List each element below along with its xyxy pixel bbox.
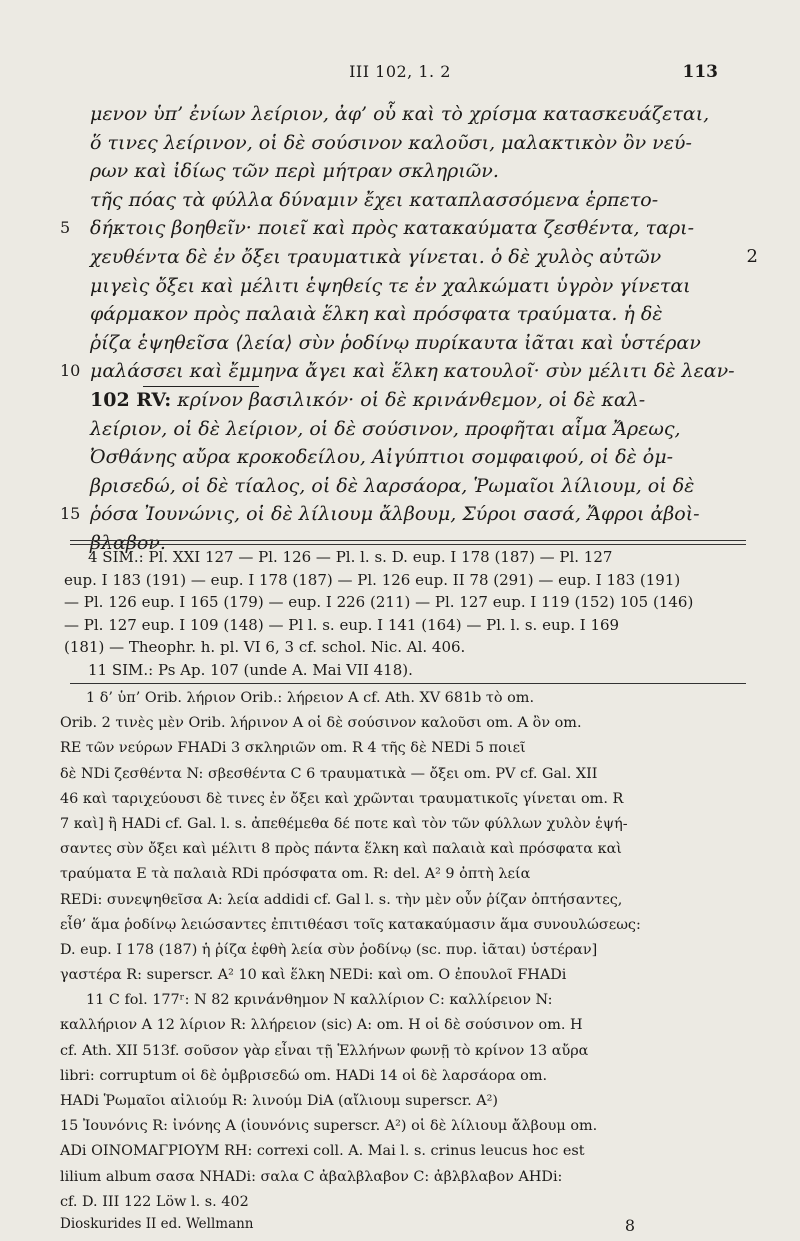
rule-top [70, 540, 746, 541]
apparatus-line: D. eup. I 178 (187) ἡ ῥίζα ἑφθὴ λεία σὺν ῥοδίνῳ (sc. πυρ. ἰᾶται) ὑστέραν] [60, 941, 598, 958]
text-line: μενον ὑπ’ ἐνίων λείριον, ἀφ’ οὗ καὶ τὸ χρίσμα κατασκευάζεται, [90, 103, 710, 125]
section-label: 102 RV: [90, 388, 172, 411]
apparatus-line: εἶθ’ ἅμα ῥοδίνῳ λειώσαντες ἐπιτιθέασι τοῖς κατακαύμασιν ἅμα συνουλώσεως: [60, 916, 641, 933]
apparatus-line: RE τῶν νεύρων FHADi 3 σκληριῶν om. R 4 τῆς δὲ NEDi 5 ποιεῖ [60, 740, 526, 757]
rule-bottom [70, 544, 746, 545]
apparatus-line: cf. D. III 122 Löw l. s. 402 [60, 1193, 249, 1210]
apparatus-line: 4 SIM.: Pl. XXI 127 — Pl. 126 — Pl. l. s. D. eup. I 178 (187) — Pl. 127 [88, 548, 613, 566]
apparatus-line: 7 καὶ] ἢ HADi cf. Gal. l. s. ἀπεθέμεθα δέ ποτε καὶ τὸν τῶν φύλλων χυλὸν ἑψή- [60, 815, 628, 832]
page-footer [60, 1216, 750, 1238]
apparatus-line: τραύματα E τὰ παλαιὰ RDi πρόσφατα om. R: del. A² 9 ὀπτὴ λεία [60, 866, 531, 883]
rule-apparatus [70, 683, 746, 684]
section-line: λείριον, οἱ δὲ λείριον, οἱ δὲ σούσινον, προφῆται αἷμα Ἄρεως, [90, 417, 681, 440]
apparatus-line: REDi: συνεψηθεῖσα A: λεία addidi cf. Gal l. s. τὴν μὲν οὖν ῥίζαν ὀπτήσαντες, [60, 891, 623, 908]
apparatus-line: 11 SIM.: Ps Ap. 107 (unde A. Mai VII 418). [88, 660, 413, 679]
apparatus-line: eup. I 183 (191) — eup. I 178 (187) — Pl. 126 eup. II 78 (291) — eup. I 183 (191) [64, 570, 681, 589]
apparatus-line: 46 καὶ ταριχεύουσι δὲ τινες ἐν ὄξει καὶ χρῶνται τραυματικοῖς γίνεται om. R [60, 790, 624, 807]
section-line: 102 RV: κρίνον βασιλικόν· οἱ δὲ κρινάνθεμον, οἱ δὲ καλ- [90, 388, 646, 411]
text-line: ῥίζα ἑψηθεῖσα ⟨λεία⟩ σὺν ῥοδίνῳ πυρίκαυτα ἰᾶται καὶ ὑστέραν [90, 331, 701, 354]
apparatus-line: γαστέρα R: superscr. A² 10 καὶ ἕλκη NEDi: καὶ om. O ἐπουλοῖ FHADi [60, 967, 567, 984]
text-line: ὅ τινες λείρινον, οἱ δὲ σούσινον καλοῦσι, μαλακτικὸν ὂν νεύ- [90, 131, 692, 154]
critical-apparatus [60, 686, 754, 1215]
edition-credit: Dioskurides II ed. Wellmann [60, 1216, 254, 1232]
apparatus-line: 11 C fol. 177ʳ: N 82 κρινάνθημον N καλλίριον C: καλλίρειον N: [86, 992, 553, 1009]
similia-apparatus [64, 546, 754, 681]
apparatus-line: lilium album σασα NHADi: σαλα C ἀβαλβλαβον C: ἀβλβλαβον AHDi: [60, 1168, 563, 1185]
text-line: φάρμακον πρὸς παλαιὰ ἕλκη καὶ πρόσφατα τραύματα. ἡ δὲ [90, 303, 663, 326]
apparatus-line: HADi Ῥωμαῖοι αἰλιούμ R: λινούμ DiA (αἴλιουμ superscr. A²) [60, 1093, 499, 1109]
text-line: χευθέντα δὲ ἐν ὄξει τραυματικὰ γίνεται. ὁ δὲ χυλὸς αὐτῶν 2 [52, 243, 752, 272]
section-line: βλαβον. [90, 531, 166, 554]
page-number: 113 [682, 62, 718, 82]
apparatus-line: σαντες σὺν ὄξει καὶ μέλιτι 8 πρὸς πάντα ἕλκη καὶ παλαιὰ καὶ πρόσφατα καὶ [60, 841, 622, 858]
running-head [0, 60, 800, 90]
apparatus-line: 15 Ἰουνόνις R: ἰνόνης A (ἰουνόνις superscr. A²) οἱ δὲ λίλιουμ ἄλβουμ om. [60, 1118, 598, 1135]
text-line: μιγεὶς ὄξει καὶ μέλιτι ἑψηθείς τε ἐν χαλκώματι ὑγρὸν γίνεται [90, 274, 691, 297]
section-divider [143, 386, 259, 387]
section-line: 15 ῥόσα Ἰουνώνις, οἱ δὲ λίλιουμ ἄλβουμ, Σύροι σασά, Ἄφροι ἀβοὶ- [60, 503, 700, 526]
apparatus-line: — Pl. 126 eup. I 165 (179) — eup. I 226 (211) — Pl. 127 eup. I 119 (152) 105 (146) [64, 593, 694, 611]
text-line: ρων καὶ ἰδίως τῶν περὶ μήτραν σκληριῶν. [90, 160, 499, 183]
section-line: Ὀσθάνης αὔρα κροκοδείλου, Αἰγύπτιοι σομφαιφού, οἱ δὲ ὀμ- [90, 446, 673, 469]
apparatus-line: libri: corruptum οἱ δὲ ὀμβρισεδώ om. HADi 14 οἱ δὲ λαρσάορα om. [60, 1067, 548, 1084]
apparatus-line: δὲ NDi ζεσθέντα N: σβεσθέντα C 6 τραυματικὰ — ὄξει om. PV cf. Gal. XII [60, 765, 598, 782]
apparatus-line: — Pl. 127 eup. I 109 (148) — Pl l. s. eup. I 141 (164) — Pl. l. s. eup. I 169 [64, 615, 620, 634]
text-line: 10 μαλάσσει καὶ ἔμμηνα ἄγει καὶ ἕλκη κατουλοῖ· σὺν μέλιτι δὲ λεαν- [60, 360, 735, 383]
text-line: 5 δήκτοις βοηθεῖν· ποιεῖ καὶ πρὸς κατακαύματα ζεσθέντα, ταρι- [60, 217, 694, 240]
apparatus-line: 1 δ’ ὑπ’ Orib. λήριον Orib.: λήρειον A cf. Ath. XV 681b τὸ om. [86, 690, 535, 706]
apparatus-line: Orib. 2 τινὲς μὲν Orib. λήρινον A οἱ δὲ σούσινον καλοῦσι om. A ὂν om. [60, 715, 582, 732]
section-line: βρισεδώ, οἱ δὲ τίαλος, οἱ δὲ λαρσάορα, Ῥωμαῖοι λίλιουμ, οἱ δὲ [90, 474, 695, 497]
apparatus-line: καλλήριον A 12 λίριον R: λλήρειον (sic) A: om. H οἱ δὲ σούσινον om. H [60, 1017, 583, 1034]
text-line: τῆς πόας τὰ φύλλα δύναμιν ἔχει καταπλασσόμενα ἑρπετο- [90, 188, 659, 211]
chapter-reference: III 102, 1. 2 [349, 62, 451, 81]
apparatus-line: (181) — Theophr. h. pl. VI 6, 3 cf. schol. Nic. Al. 406. [64, 638, 466, 656]
margin-number: 2 [746, 245, 758, 267]
apparatus-line: ADi ΟΙΝΟΜΑΓΡΙΟΥΜ RH: correxi coll. A. Mai l. s. crinus leucus hoc est [60, 1143, 585, 1160]
main-text [52, 100, 758, 558]
signature-mark: 8 [624, 1216, 635, 1235]
apparatus-line: cf. Ath. XII 513f. σοῦσον γὰρ εἶναι τῇ Ἑλλήνων φωνῇ τὸ κρίνον 13 αὔρα [60, 1042, 589, 1059]
